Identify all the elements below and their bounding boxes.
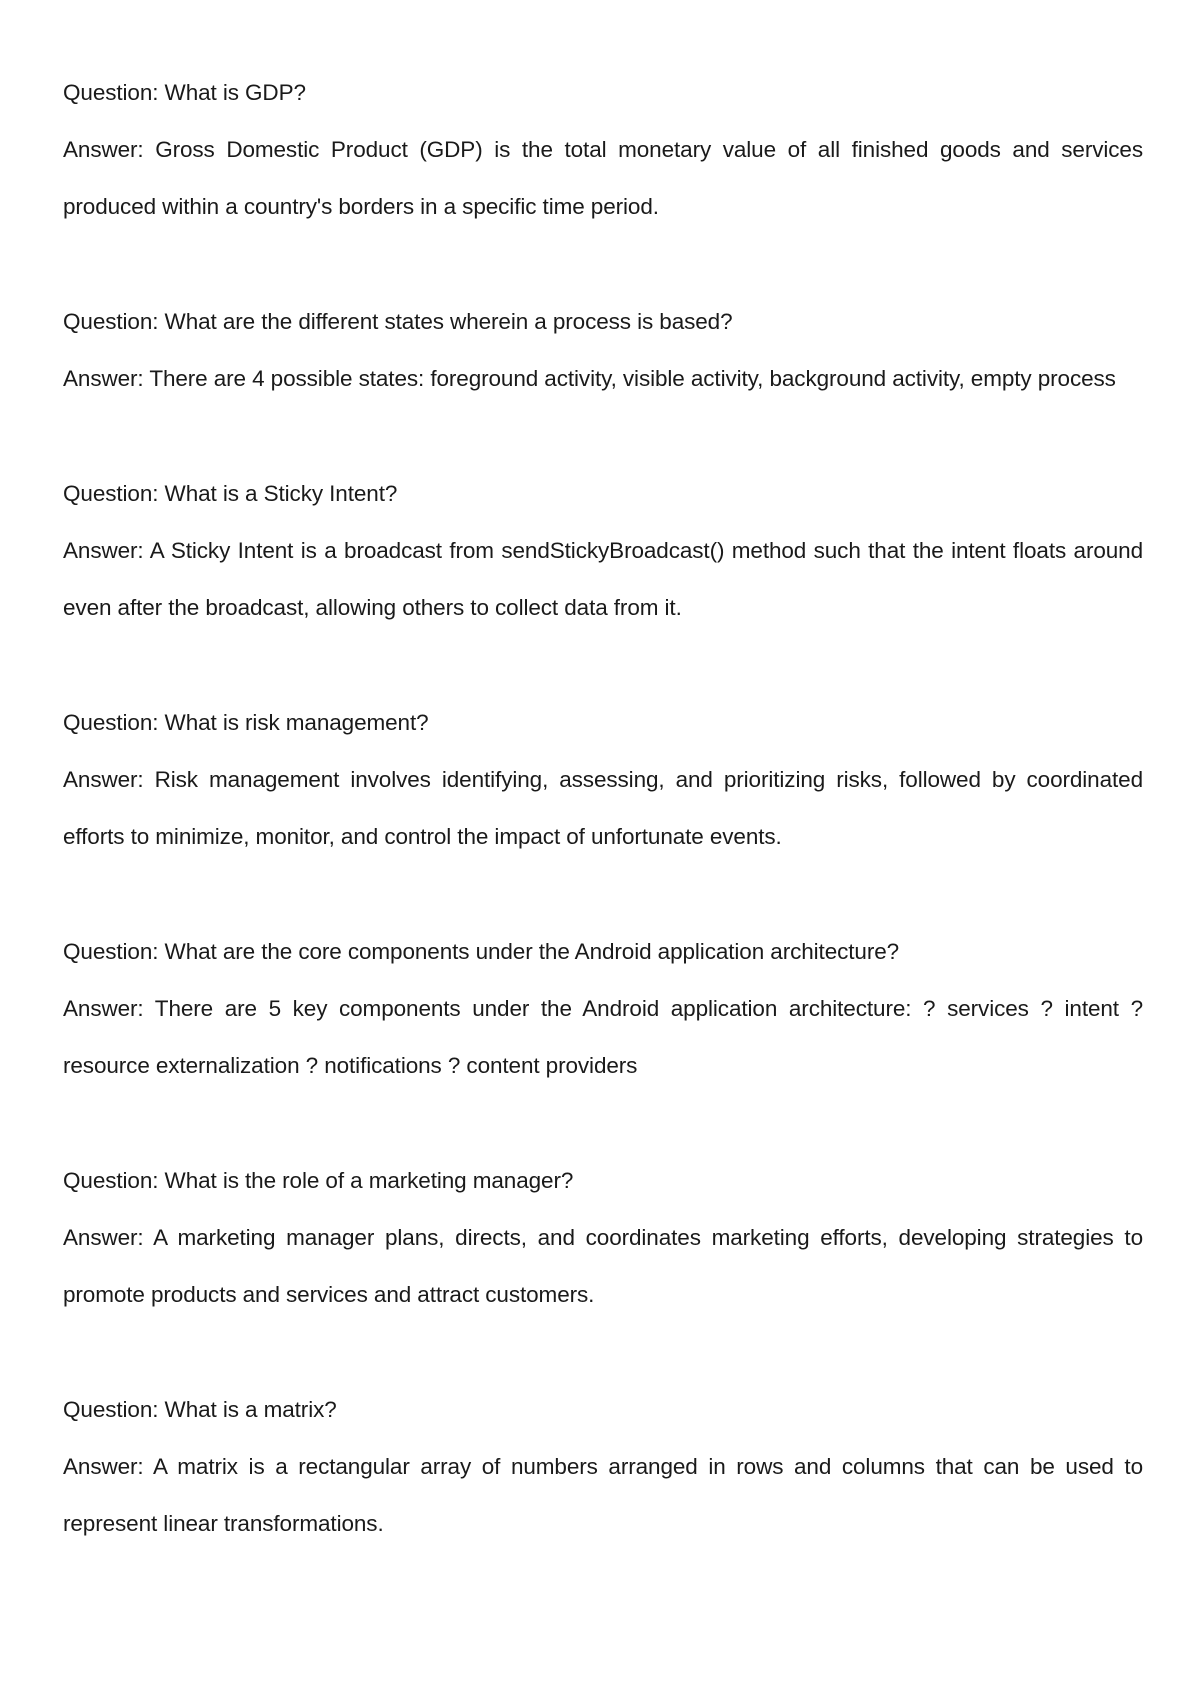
qa-block-matrix (63, 1381, 1143, 1552)
question-text: Question: What are the different states wherein a process is based? (63, 309, 733, 334)
document-page (63, 64, 1143, 1610)
qa-block-sticky-intent (63, 465, 1143, 636)
answer-text: Answer: There are 4 possible states: foreground activity, visible activity, background activity, empty process (63, 366, 1116, 391)
qa-block-marketing-manager (63, 1152, 1143, 1323)
question-text: Question: What is a matrix? (63, 1397, 337, 1422)
question-text: Question: What is GDP? (63, 80, 306, 105)
answer-text: Answer: Gross Domestic Product (GDP) is the total monetary value of all finished goods and services produced within a country's borders in a specific time period. (63, 137, 1143, 219)
qa-block-risk-management (63, 694, 1143, 865)
answer-text: Answer: There are 5 key components under the Android application architecture: ? services ? intent ? resource externalization ? notifications ? content providers (63, 996, 1143, 1078)
qa-block-process-states (63, 293, 1143, 407)
question-text: Question: What is risk management? (63, 710, 429, 735)
qa-block-gdp (63, 64, 1143, 235)
question-text: Question: What are the core components under the Android application architecture? (63, 939, 900, 964)
answer-text: Answer: Risk management involves identifying, assessing, and prioritizing risks, followed by coordinated efforts to minimize, monitor, and control the impact of unfortunate events. (63, 767, 1143, 849)
answer-text: Answer: A matrix is a rectangular array of numbers arranged in rows and columns that can be used to represent linear transformations. (63, 1454, 1143, 1536)
qa-block-android-components (63, 923, 1143, 1094)
question-text: Question: What is the role of a marketing manager? (63, 1168, 574, 1193)
question-text: Question: What is a Sticky Intent? (63, 481, 398, 506)
answer-text: Answer: A marketing manager plans, directs, and coordinates marketing efforts, developing strategies to promote products and services and attract customers. (63, 1225, 1143, 1307)
answer-text: Answer: A Sticky Intent is a broadcast from sendStickyBroadcast() method such that the intent floats around even after the broadcast, allowing others to collect data from it. (63, 538, 1143, 620)
